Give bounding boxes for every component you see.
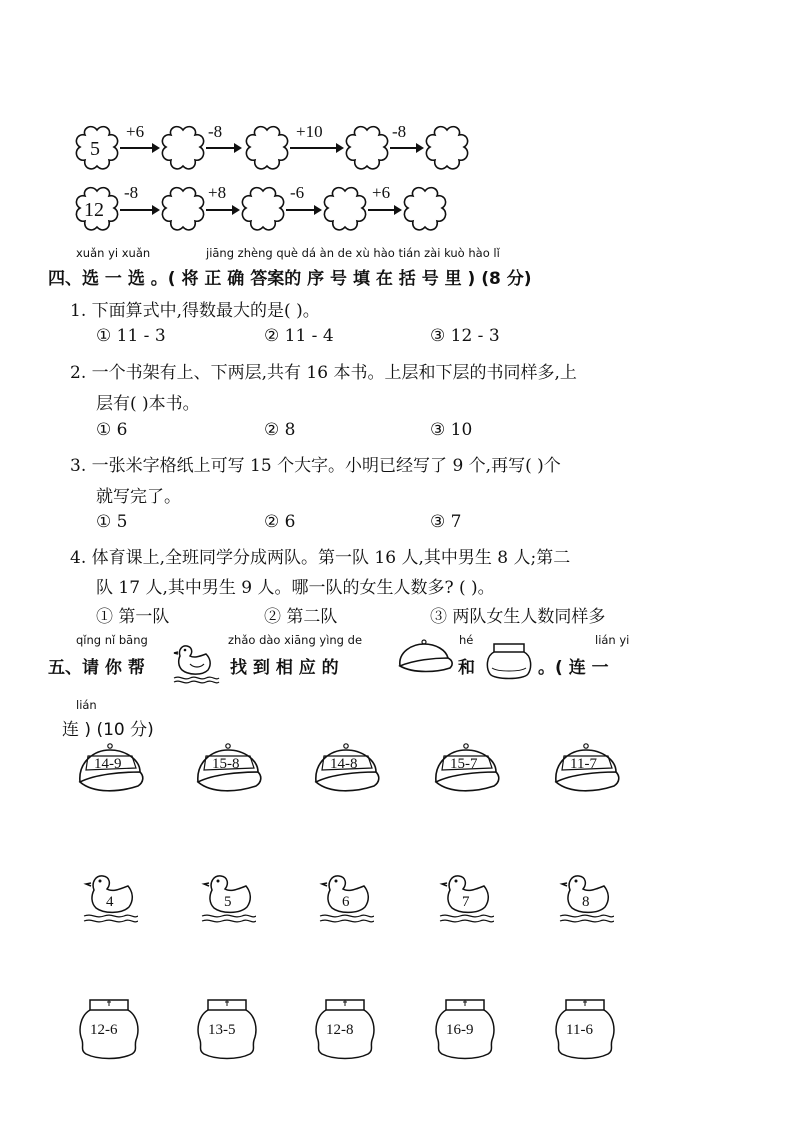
section5-title-e: 连 ) (10 分) xyxy=(62,720,154,740)
pot-expression: 13-5 xyxy=(208,1022,236,1038)
question-1-option-3[interactable]: ③ 12 - 3 xyxy=(430,326,500,346)
question-4-option-3[interactable]: ③ 两队女生人数同样多 xyxy=(430,607,606,627)
arrow-icon xyxy=(120,142,160,154)
question-3-option-3[interactable]: ③ 7 xyxy=(430,512,462,532)
question-2-option-2[interactable]: ② 8 xyxy=(264,420,296,440)
question-3-option-2[interactable]: ② 6 xyxy=(264,512,296,532)
question-2-option-1[interactable]: ① 6 xyxy=(96,420,128,440)
duck-number: 5 xyxy=(224,894,232,910)
question-4-line-1: 4. 体育课上,全班同学分成两队。第一队 16 人,其中男生 8 人;第二 xyxy=(70,548,571,568)
cap-expression: 15-8 xyxy=(212,756,240,772)
question-1-line-1: 1. 下面算式中,得数最大的是( )。 xyxy=(70,301,320,321)
pot-card[interactable] xyxy=(432,996,498,1064)
duck-card[interactable] xyxy=(200,868,256,928)
operation-label: +8 xyxy=(208,183,227,202)
cap-card[interactable] xyxy=(548,742,620,802)
cap-card[interactable] xyxy=(72,742,144,802)
pot-expression: 12-6 xyxy=(90,1022,118,1038)
flower-icon[interactable] xyxy=(422,124,484,174)
operation-label: +10 xyxy=(296,122,323,141)
duck-card[interactable] xyxy=(558,868,614,928)
section5-pinyin-c: hé xyxy=(459,633,474,647)
section5-title-a: 五、请 你 帮 xyxy=(48,658,145,678)
pot-card[interactable] xyxy=(194,996,260,1064)
section4-pinyin-a: xuǎn yi xuǎn xyxy=(76,246,151,260)
question-3-line-1: 3. 一张米字格纸上可写 15 个大字。小明已经写了 9 个,再写( )个 xyxy=(70,456,561,476)
duck-number: 8 xyxy=(582,894,590,910)
cap-card[interactable] xyxy=(190,742,262,802)
section5-title-d: 。( 连 一 xyxy=(538,658,609,678)
operation-label: +6 xyxy=(126,122,145,141)
operation-label: -8 xyxy=(208,122,223,141)
question-4-option-1[interactable]: ① 第一队 xyxy=(96,607,170,627)
duck-icon xyxy=(172,640,220,688)
operation-label: -8 xyxy=(124,183,139,202)
cap-card[interactable] xyxy=(308,742,380,802)
question-3-line-2: 就写完了。 xyxy=(96,487,181,507)
arrow-icon xyxy=(390,142,424,154)
cap-card[interactable] xyxy=(428,742,500,802)
arrow-icon xyxy=(120,204,160,216)
cap-icon xyxy=(394,638,456,682)
section5-pinyin-e: lián xyxy=(76,698,97,712)
duck-number: 7 xyxy=(462,894,470,910)
section5-title-c: 和 xyxy=(458,658,475,678)
question-1-option-1[interactable]: ① 11 - 3 xyxy=(96,326,166,346)
pot-card[interactable] xyxy=(76,996,142,1064)
question-4-option-2[interactable]: ② 第二队 xyxy=(264,607,338,627)
duck-card[interactable] xyxy=(318,868,374,928)
question-1-option-2[interactable]: ② 11 - 4 xyxy=(264,326,334,346)
arrow-icon xyxy=(206,142,242,154)
flower-start-number: 12 xyxy=(84,199,104,221)
duck-number: 4 xyxy=(106,894,114,910)
pot-icon xyxy=(484,638,534,686)
cap-expression: 14-8 xyxy=(330,756,358,772)
arrow-icon xyxy=(290,142,344,154)
operation-label: +6 xyxy=(372,183,391,202)
pot-expression: 12-8 xyxy=(326,1022,354,1038)
question-4-line-2: 队 17 人,其中男生 9 人。哪一队的女生人数多? ( )。 xyxy=(96,578,495,598)
duck-card[interactable] xyxy=(82,868,138,928)
cap-expression: 14-9 xyxy=(94,756,122,772)
question-2-line-1: 2. 一个书架有上、下两层,共有 16 本书。上层和下层的书同样多,上 xyxy=(70,363,577,383)
section4-pinyin-b: jiāng zhèng què dá àn de xù hào tián zài kuò hào lǐ xyxy=(206,246,500,260)
question-2-option-3[interactable]: ③ 10 xyxy=(430,420,473,440)
arrow-icon xyxy=(286,204,322,216)
section5-pinyin-a: qǐng nǐ bāng xyxy=(76,633,148,647)
duck-number: 6 xyxy=(342,894,350,910)
question-2-line-2: 层有( )本书。 xyxy=(96,394,200,414)
pot-card[interactable] xyxy=(552,996,618,1064)
flower-start-number: 5 xyxy=(90,138,100,160)
section5-pinyin-d: lián yi xyxy=(595,633,630,647)
cap-expression: 11-7 xyxy=(570,756,597,772)
section5-title-b: 找 到 相 应 的 xyxy=(230,658,339,678)
operation-label: -6 xyxy=(290,183,305,202)
pot-card[interactable] xyxy=(312,996,378,1064)
duck-card[interactable] xyxy=(438,868,494,928)
flower-icon[interactable] xyxy=(400,185,462,235)
section4-title: 四、选 一 选 。( 将 正 确 答案的 序 号 填 在 括 号 里 ) (8 分) xyxy=(48,269,532,289)
arrow-icon xyxy=(368,204,402,216)
operation-label: -8 xyxy=(392,122,407,141)
pot-expression: 11-6 xyxy=(566,1022,593,1038)
question-3-option-1[interactable]: ① 5 xyxy=(96,512,128,532)
section5-pinyin-b: zhǎo dào xiāng yìng de xyxy=(228,633,363,647)
pot-expression: 16-9 xyxy=(446,1022,474,1038)
arrow-icon xyxy=(206,204,240,216)
cap-expression: 15-7 xyxy=(450,756,478,772)
